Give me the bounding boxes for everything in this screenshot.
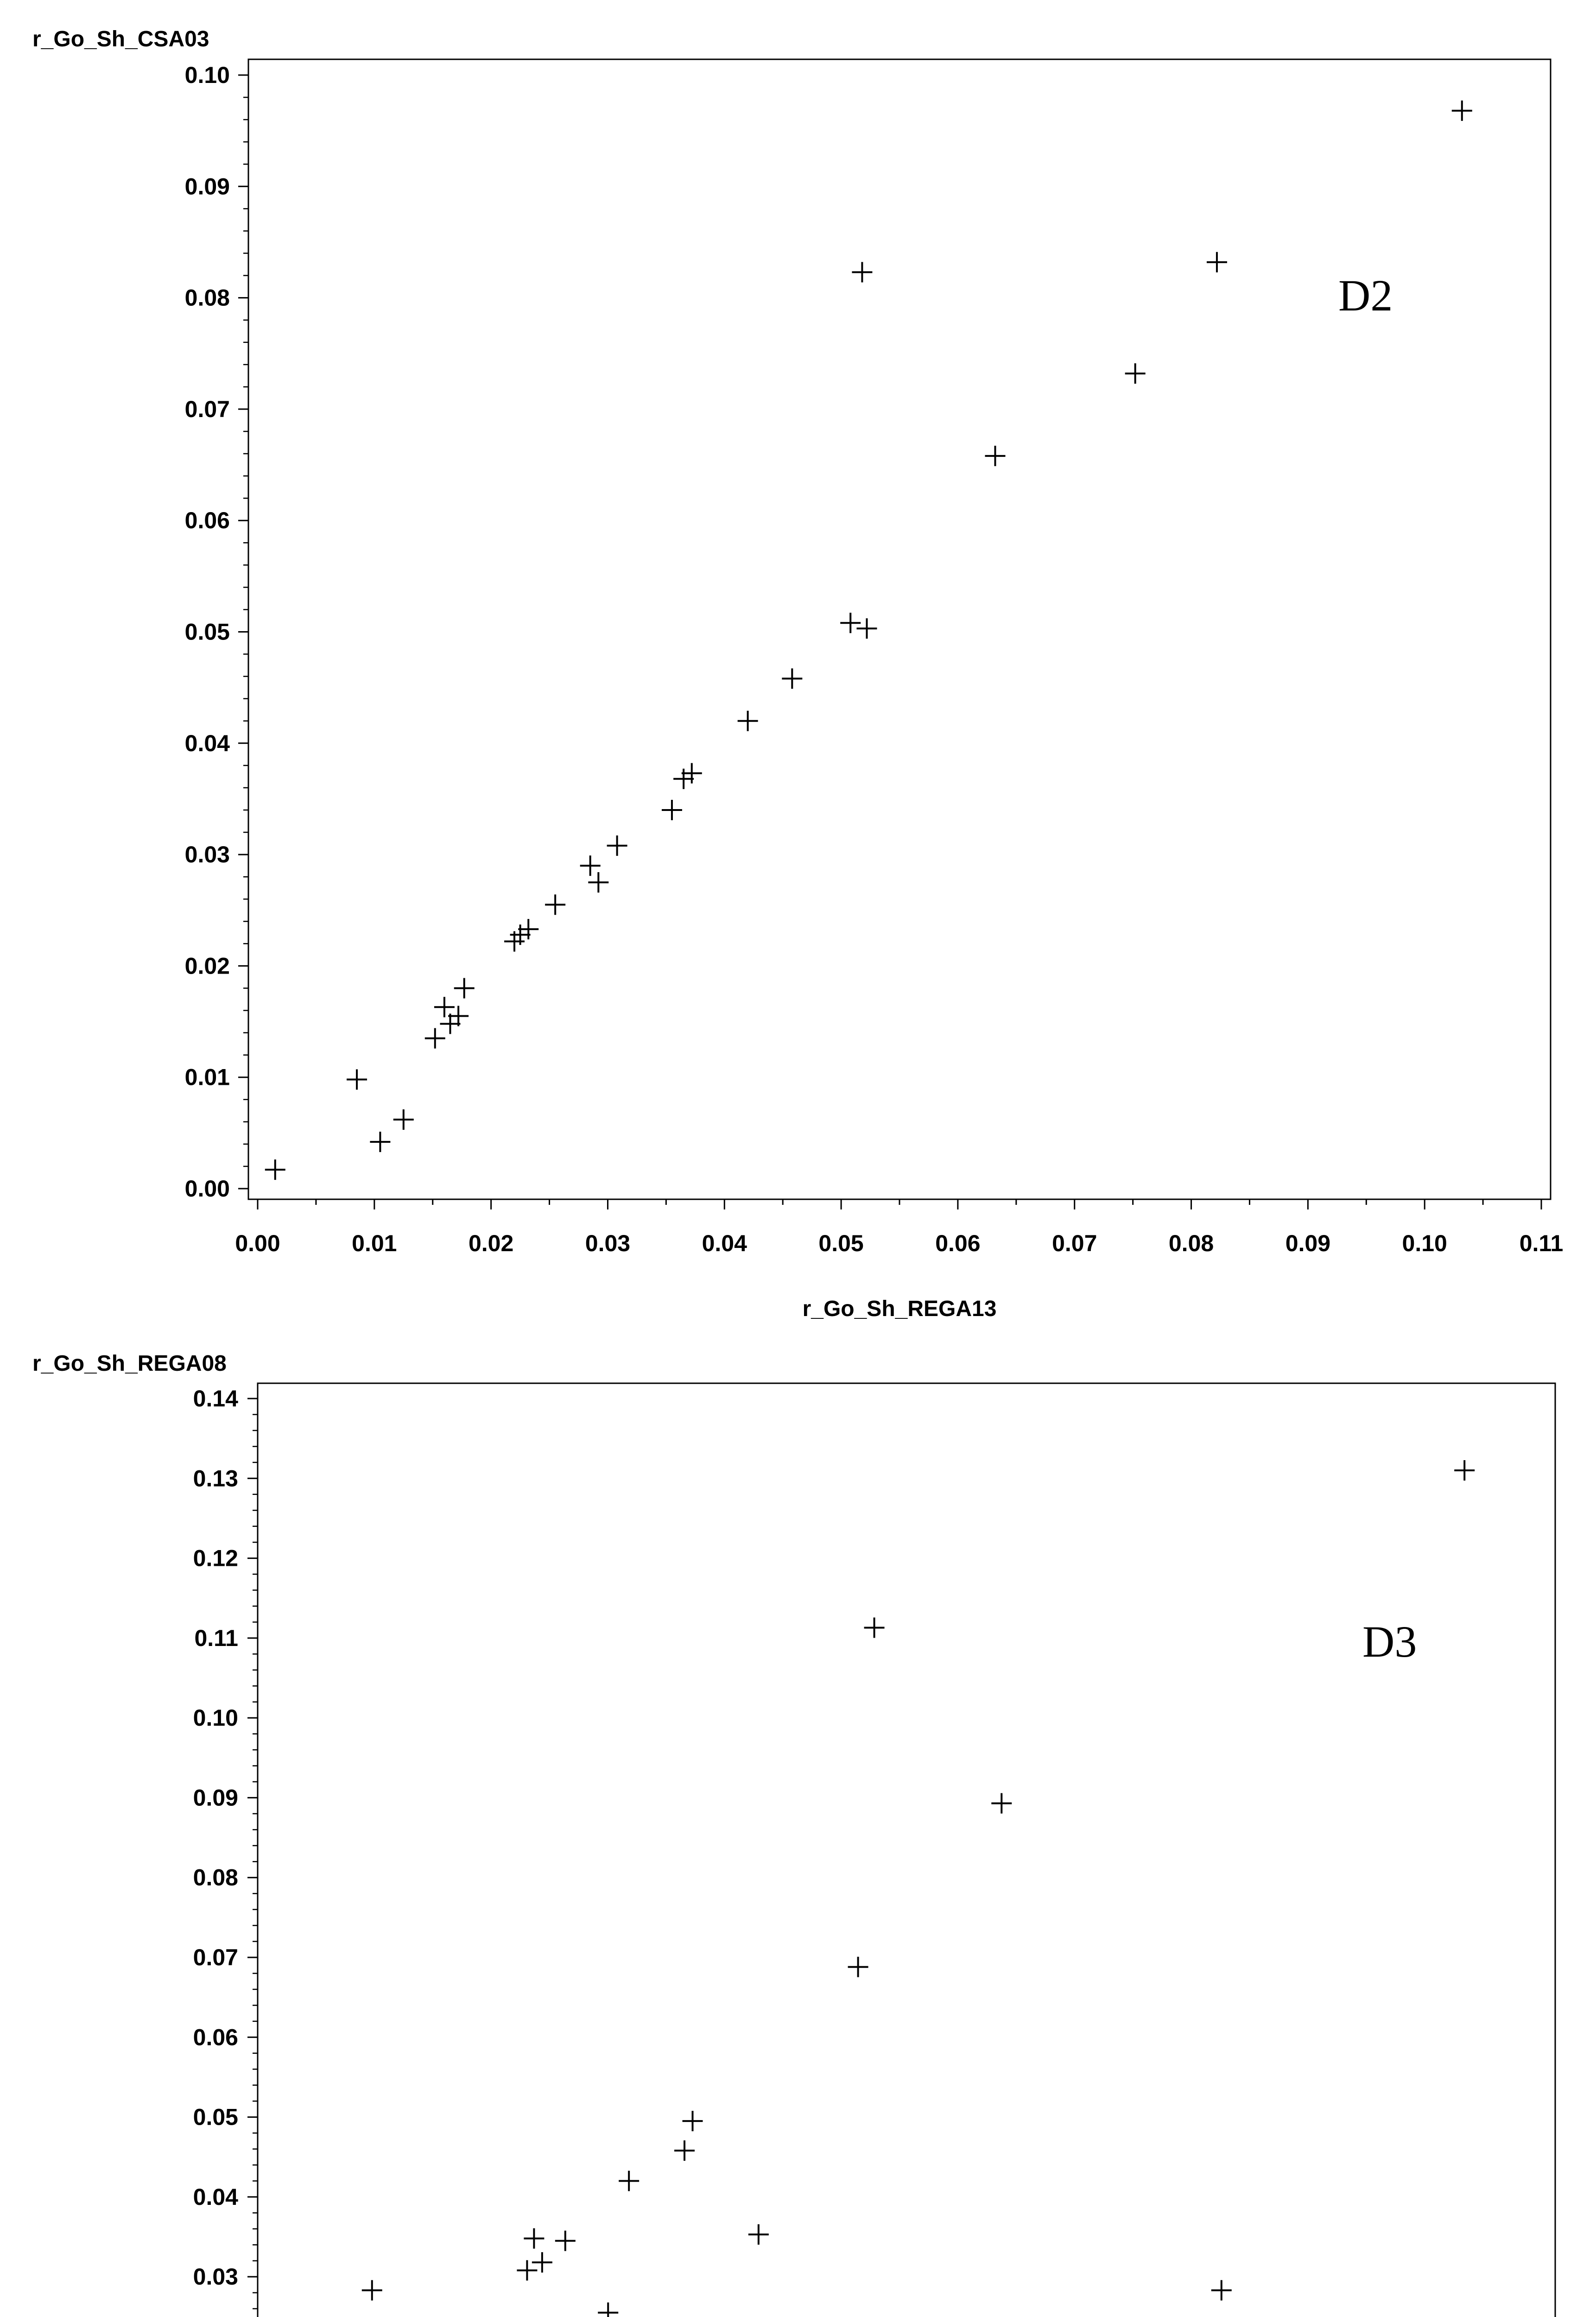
y-tick-label: 0.00 xyxy=(184,1176,230,1202)
x-tick-label: 0.01 xyxy=(352,1230,397,1256)
y-tick-label: 0.03 xyxy=(184,842,230,868)
y-tick-label: 0.04 xyxy=(193,2184,238,2210)
y-tick-label: 0.05 xyxy=(193,2104,238,2130)
y-tick-label: 0.05 xyxy=(184,619,230,645)
y-tick-label: 0.01 xyxy=(184,1064,230,1090)
x-tick-label: 0.09 xyxy=(1285,1230,1331,1256)
y-tick-label: 0.12 xyxy=(193,1545,238,1571)
x-tick-label: 0.06 xyxy=(935,1230,981,1256)
y-tick-label: 0.04 xyxy=(184,730,230,756)
y-tick-label: 0.06 xyxy=(184,507,230,534)
y-tick-label: 0.08 xyxy=(184,285,230,311)
y-tick-label: 0.10 xyxy=(184,62,230,88)
y-tick-label: 0.13 xyxy=(193,1465,238,1492)
y-axis-label: r_Go_Sh_CSA03 xyxy=(32,27,209,51)
y-tick-label: 0.07 xyxy=(193,1944,238,1970)
y-tick-label: 0.09 xyxy=(193,1785,238,1811)
y-axis-label: r_Go_Sh_REGA08 xyxy=(32,1351,227,1376)
y-tick-label: 0.06 xyxy=(193,2024,238,2051)
x-tick-label: 0.04 xyxy=(702,1230,747,1256)
y-tick-label: 0.09 xyxy=(184,173,230,200)
panel-annotation: D3 xyxy=(1362,1617,1417,1666)
x-tick-label: 0.03 xyxy=(585,1230,631,1256)
panel-annotation: D2 xyxy=(1338,271,1393,320)
x-tick-label: 0.08 xyxy=(1168,1230,1214,1256)
y-tick-label: 0.03 xyxy=(193,2264,238,2290)
x-axis-label: r_Go_Sh_REGA13 xyxy=(802,1297,997,1321)
x-tick-label: 0.05 xyxy=(818,1230,864,1256)
x-tick-label: 0.00 xyxy=(235,1230,280,1256)
x-tick-label: 0.02 xyxy=(468,1230,514,1256)
y-tick-label: 0.08 xyxy=(193,1864,238,1891)
y-tick-label: 0.10 xyxy=(193,1705,238,1731)
y-tick-label: 0.14 xyxy=(193,1386,238,1412)
x-tick-label: 0.11 xyxy=(1519,1230,1564,1256)
x-tick-label: 0.10 xyxy=(1402,1230,1447,1256)
x-tick-label: 0.07 xyxy=(1052,1230,1097,1256)
y-tick-label: 0.11 xyxy=(194,1625,238,1651)
y-tick-label: 0.07 xyxy=(184,396,230,422)
y-tick-label: 0.02 xyxy=(184,953,230,979)
